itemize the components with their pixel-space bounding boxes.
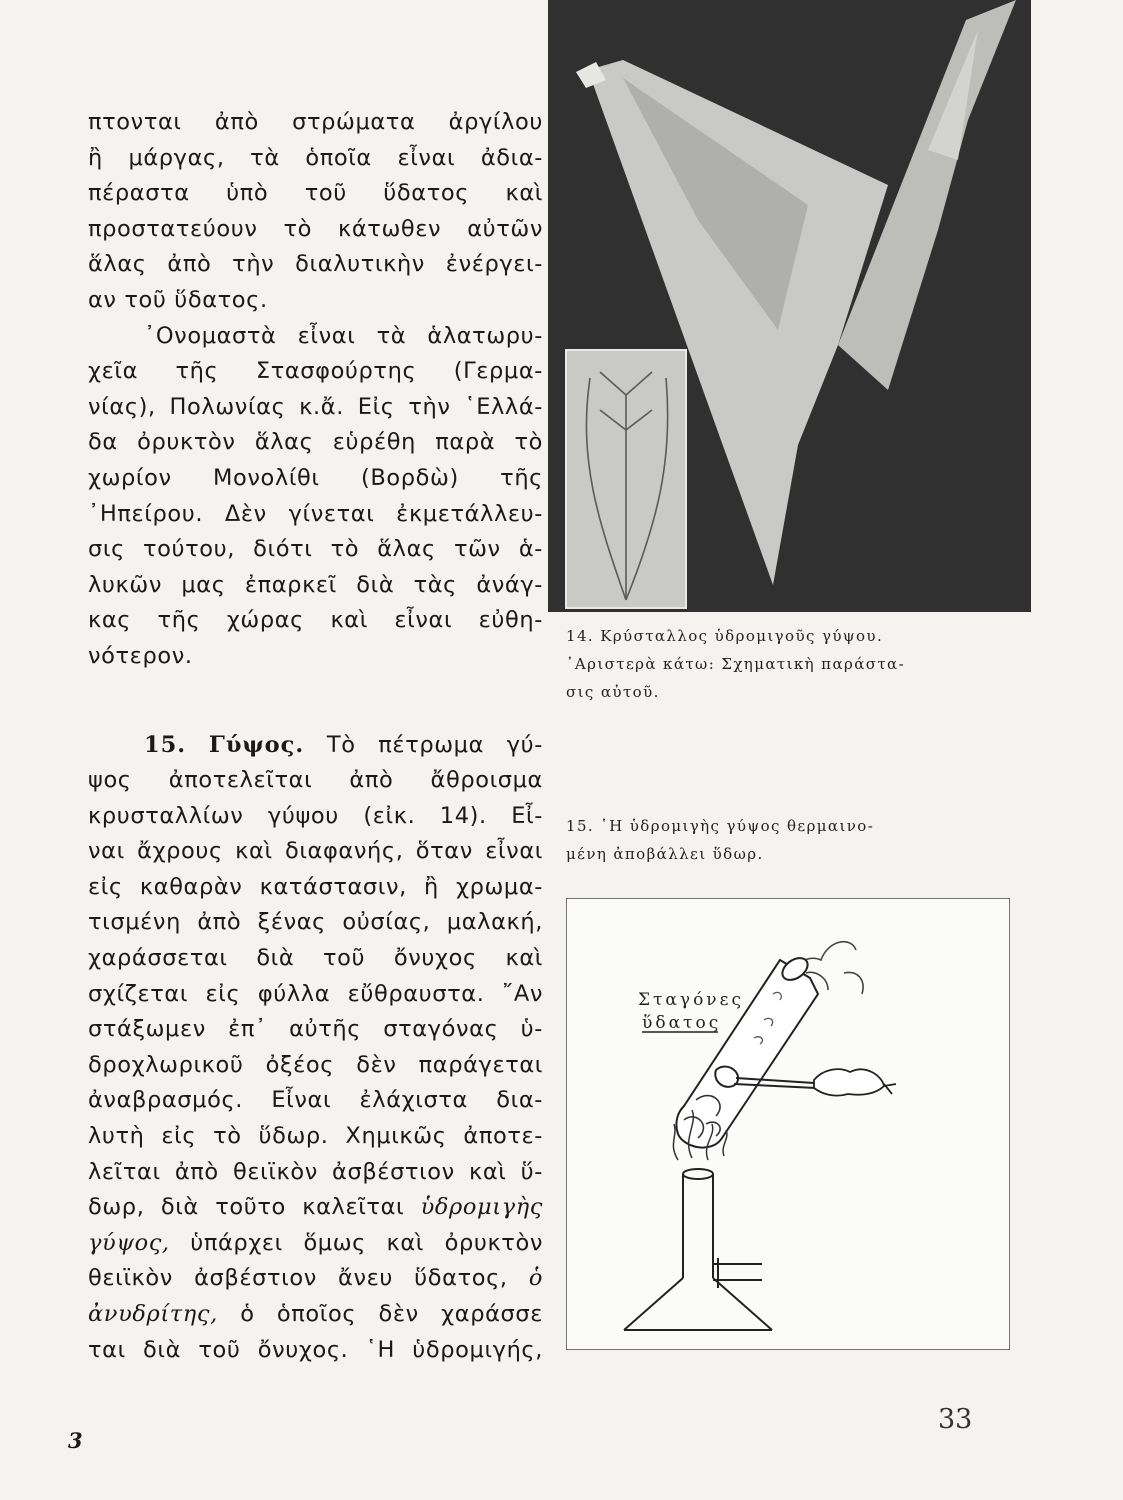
paragraph-salt-mines [88, 319, 543, 675]
text-line: νότερον. [88, 642, 193, 669]
text-line: προστατεύουν τὸ κάτωθεν αὐτῶν [88, 215, 543, 242]
text-line: λυτὴ εἰς τὸ ὕδωρ. Χημικῶς ἀποτε- [88, 1123, 543, 1150]
text-line: ται διὰ τοῦ ὄνυχος. ῾Η ὑδρομιγής, [88, 1336, 543, 1363]
caption-line: σις αὐτοῦ. [566, 683, 660, 701]
caption-line: ᾿Αριστερὰ κάτω: Σχηματικὴ παράστα- [566, 655, 906, 673]
text-line [88, 1261, 543, 1297]
text-line: τισμένη ἀπὸ ξένας οὐσίας, μαλακή, [88, 909, 543, 936]
text-line: ναι ἄχρους καὶ διαφανής, ὅταν εἶναι [88, 838, 543, 865]
text-segment: δωρ, διὰ τοῦτο καλεῖται [88, 1194, 405, 1221]
text-line [88, 1226, 543, 1262]
text-line: δα ὀρυκτὸν ἅλας εὑρέθη παρὰ τὸ [88, 429, 543, 456]
text-line: ᾿Ονομαστὰ εἶναι τὰ ἁλατωρυ- [144, 322, 543, 349]
text-line: σχίζεται εἰς φύλλα εὔθραυστα. ῎Αν [88, 980, 543, 1007]
section-number: 15. [144, 731, 187, 758]
paragraph-continuation [88, 105, 543, 319]
text-line: ἅλας ἀπὸ τὴν διαλυτικὴν ἐνέργει- [88, 251, 543, 278]
text-line: εἰς καθαρὰν κατάστασιν, ἢ χρωμα- [88, 873, 543, 900]
text-line: σις τούτου, διότι τὸ ἅλας τῶν ἁ- [88, 536, 543, 563]
text-line: ψος ἀποτελεῖται ἀπὸ ἄθροισμα [88, 767, 543, 794]
text-line: λυκῶν μας ἐπαρκεῖ διὰ τὰς ἀνάγ- [88, 571, 543, 598]
gypsum-crystal-photo [548, 0, 1031, 612]
term-anhydrite: ἀνυδρίτης, [88, 1301, 218, 1327]
text-line: δροχλωρικοῦ ὀξέος δὲν παράγεται [88, 1051, 543, 1078]
text-line: χωρίον Μονολίθι (Βορδὼ) τῆς [88, 464, 543, 491]
text-line: κας τῆς χώρας καὶ εἶναι εὐθη- [88, 607, 543, 634]
text-line [88, 1190, 543, 1226]
figure-15-caption [566, 812, 996, 868]
drops-label-line2: ὕδατος [642, 1013, 722, 1033]
term-hydrous-gypsum: γύψος, [88, 1229, 170, 1256]
caption-line: 14. Κρύσταλλος ὑδρομιγοῦς γύψου. [566, 627, 884, 645]
text-line: πτονται ἀπὸ στρώματα ἀργίλου [88, 109, 543, 135]
section-first-line-text: Τὸ πέτρωμα γύ- [326, 731, 543, 758]
section-heading-line [88, 728, 543, 764]
text-line: χεῖα τῆς Στασφούρτης (Γερμα- [88, 358, 543, 385]
text-line: ᾿Ηπείρου. Δὲν γίνεται ἐκμετάλλευ- [88, 500, 543, 527]
signature-mark: 3 [68, 1428, 83, 1453]
text-line: χαράσσεται διὰ τοῦ ὄνυχος καὶ [88, 945, 543, 972]
text-line: ἀναβρασμός. Εἶναι ἐλάχιστα δια- [88, 1087, 543, 1114]
text-line [88, 1297, 543, 1333]
term-hydrous: ὑδρομιγὴς [420, 1194, 543, 1221]
caption-line: 15. ῾Η ὑδρομιγὴς γύψος θερμαινο- [566, 817, 875, 835]
text-segment: θειϊκὸν ἀσβέστιον ἄνευ ὕδατος, [88, 1265, 508, 1292]
main-text-column [88, 105, 543, 1368]
page-number: 33 [938, 1404, 973, 1435]
section-gypsum [88, 728, 543, 1369]
heated-test-tube-drawing [566, 898, 1010, 1350]
term-article: ὁ [528, 1265, 543, 1292]
text-segment: ὑπάρχει ὅμως καὶ ὀρυκτὸν [190, 1229, 543, 1256]
caption-line: μένη ἀποβάλλει ὕδωρ. [566, 845, 764, 863]
text-line: ἢ μάργας, τὰ ὁποῖα εἶναι ἀδια- [88, 144, 543, 171]
section-title: Γύψος. [208, 731, 305, 758]
drops-label-line1: Σταγόνες [638, 990, 744, 1010]
figure-14-caption [566, 622, 996, 706]
text-line: κρυσταλλίων γύψου (εἰκ. 14). Εἶ- [88, 802, 543, 829]
text-segment: ὁ ὁποῖος δὲν χαράσσε [240, 1301, 543, 1327]
text-line: στάξωμεν ἐπ᾿ αὐτῆς σταγόνας ὑ- [88, 1016, 543, 1043]
text-line: λεῖται ἀπὸ θειϊκὸν ἀσβέστιον καὶ ὕ- [88, 1158, 543, 1185]
text-line: αν τοῦ ὕδατος. [88, 286, 268, 313]
text-line: νίας), Πολωνίας κ.ἄ. Εἰς τὴν ῾Ελλά- [88, 393, 543, 420]
text-line: πέραστα ὑπὸ τοῦ ὕδατος καὶ [88, 180, 543, 207]
